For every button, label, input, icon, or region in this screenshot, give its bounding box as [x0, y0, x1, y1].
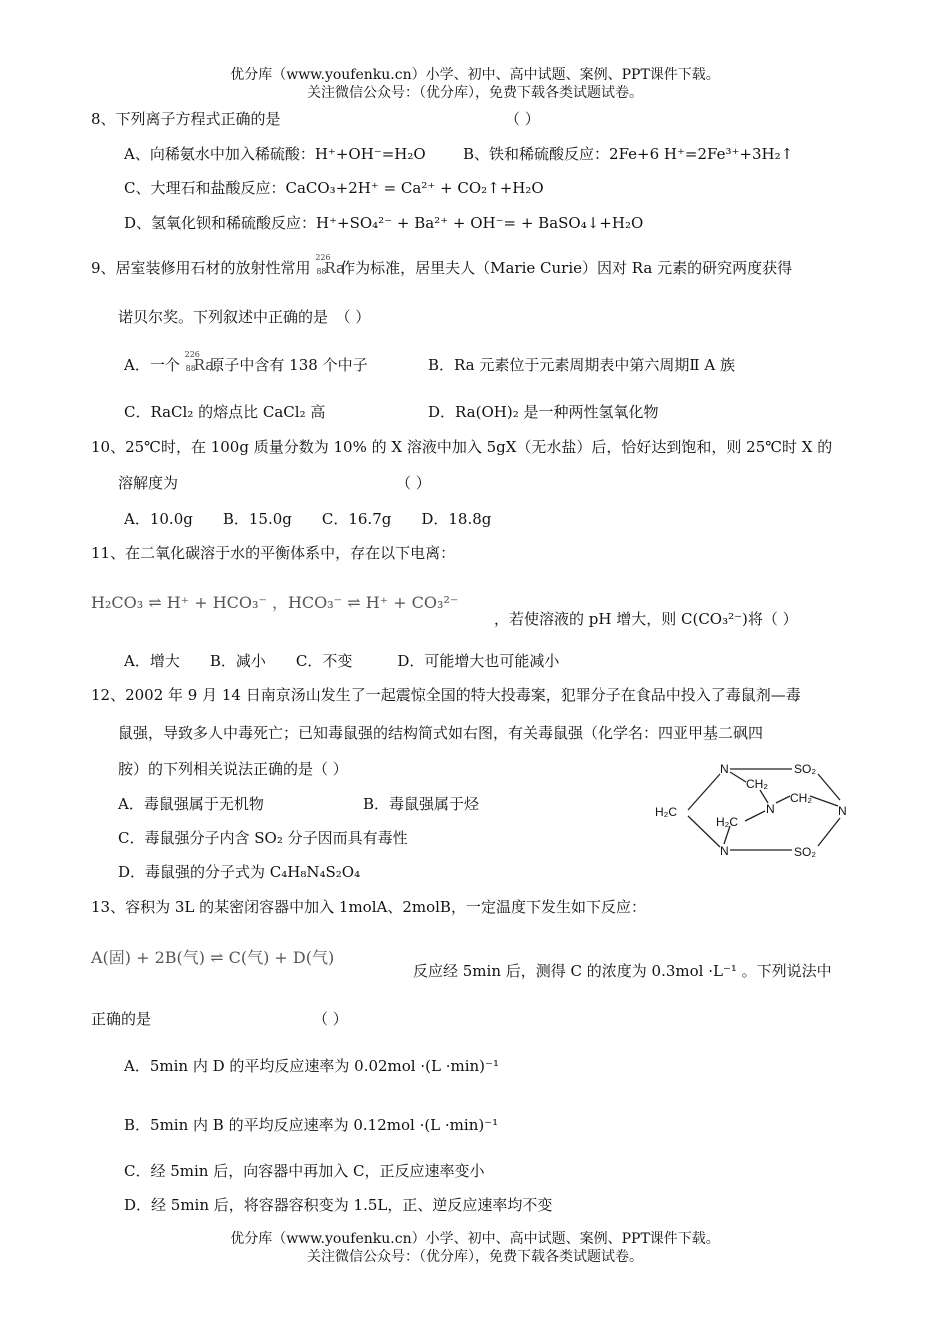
- isotope-number: 88: [185, 364, 196, 373]
- q9-option-a: [124, 350, 368, 375]
- q9-stem-post: 作为标准，居里夫人（Marie Curie）因对 Ra 元素的研究两度获得: [340, 259, 793, 277]
- q12-option-c: C．毒鼠强分子内含 SO₂ 分子因而具有毒性: [118, 829, 408, 847]
- footer-line-2: 关注微信公众号：（优分库），免费下载各类试题试卷。: [307, 1249, 643, 1265]
- q11-stem: 11、在二氧化碳溶于水的平衡体系中，存在以下电离：: [91, 544, 456, 562]
- q9-stem: [91, 253, 793, 278]
- isotope-symbol: Ra: [324, 259, 345, 277]
- struct-n-mid: N: [766, 802, 775, 816]
- bond-upper-left: [688, 774, 720, 810]
- header-line-1: 优分库（www.youfenku.cn）小学、初中、高中试题、案例、PPT课件下载。: [230, 67, 720, 83]
- isotope-number: 88: [316, 267, 327, 276]
- q12-stem: 12、2002 年 9 月 14 日南京汤山发生了一起震惊全国的特大投毒案，犯罪分子在食品中投入了毒鼠剂—毒: [91, 686, 801, 704]
- q10-answer-paren: （ ）: [396, 474, 431, 492]
- struct-h2c-inner: H₂C: [716, 815, 738, 829]
- q13-answer-paren: （ ）: [313, 1010, 348, 1028]
- q13-option-c: C．经 5min 后，向容器中再加入 C，正反应速率变小: [124, 1162, 485, 1180]
- bond-lower-right: [818, 818, 840, 846]
- tetramine-structure-diagram: [650, 758, 860, 868]
- q8-stem: 8、下列离子方程式正确的是: [91, 110, 281, 128]
- q12-option-b: B．毒鼠强属于烃: [363, 795, 480, 813]
- footer-line-1: 优分库（www.youfenku.cn）小学、初中、高中试题、案例、PPT课件下载。: [230, 1231, 720, 1247]
- q9-option-a-post: 原子中含有 138 个中子: [209, 356, 368, 374]
- q8-option-d: D、氢氧化钡和稀硫酸反应：H⁺+SO₄²⁻ + Ba²⁺ + OH⁻= + BaSO₄↓+H₂O: [124, 214, 644, 232]
- struct-n-right: N: [838, 804, 847, 818]
- q12-stem-2: 鼠强，导致多人中毒死亡；已知毒鼠强的结构简式如右图，有关毒鼠强（化学名：四亚甲基二砜四: [118, 724, 764, 742]
- q11-tail: ，若使溶液的 pH 增大，则 C(CO₃²⁻)将（ ）: [494, 610, 798, 628]
- header-line-2: 关注微信公众号：（优分库），免费下载各类试题试卷。: [307, 85, 643, 101]
- q11-options: A．增大 B．减小 C．不变 D．可能增大也可能减小: [124, 652, 560, 670]
- q13-option-d: D．经 5min 后，将容器容积变为 1.5L，正、逆反应速率均不变: [124, 1196, 553, 1214]
- q12-option-d: D．毒鼠强的分子式为 C₄H₈N₄S₂O₄: [118, 863, 361, 881]
- q9-option-b: B．Ra 元素位于元素周期表中第六周期Ⅱ A 族: [428, 356, 735, 374]
- struct-ch2-mid: CH₂: [790, 791, 812, 805]
- q10-stem: 10、25℃时，在 100g 质量分数为 10% 的 X 溶液中加入 5gX（无水盐）后，恰好达到饱和，则 25℃时 X 的: [91, 438, 833, 456]
- struct-h2c-left: H₂C: [655, 805, 677, 819]
- bond-n-ch2: [730, 772, 746, 782]
- q8-answer-paren: （ ）: [505, 110, 540, 128]
- q9-stem-pre: 9、居室装修用石材的放射性常用: [91, 259, 311, 277]
- struct-so2-bottom: SO₂: [794, 845, 816, 859]
- q13-option-b: B．5min 内 B 的平均反应速率为 0.12mol ·(L ·min)⁻¹: [124, 1116, 499, 1134]
- ra-226-isotope: [184, 350, 215, 375]
- q8-option-b: B、铁和稀硫酸反应：2Fe+6 H⁺=2Fe³⁺+3H₂↑: [463, 145, 794, 163]
- q13-equation: A(固) + 2B(气) ⇌ C(气) + D(气): [91, 948, 335, 967]
- q13-tail: 反应经 5min 后，测得 C 的浓度为 0.3mol ·L⁻¹ 。下列说法中: [413, 962, 832, 980]
- q13-stem-2: 正确的是: [91, 1010, 152, 1028]
- isotope-symbol: Ra: [193, 356, 215, 374]
- isotope-mass: 226: [315, 253, 331, 262]
- bond-h2c-n: [745, 811, 765, 821]
- q9-stem-2: 诺贝尔奖。下列叙述中正确的是 （ ）: [118, 308, 371, 326]
- isotope-mass: 226: [184, 350, 200, 359]
- q9-option-d: D．Ra(OH)₂ 是一种两性氢氧化物: [428, 403, 659, 421]
- struct-ch2-top: CH₂: [746, 777, 768, 791]
- q9-option-c: C．RaCl₂ 的熔点比 CaCl₂ 高: [124, 403, 326, 421]
- bond-n-ch2-mid: [776, 796, 790, 803]
- q12-option-a: A．毒鼠强属于无机物: [118, 795, 264, 813]
- q13-option-a: A．5min 内 D 的平均反应速率为 0.02mol ·(L ·min)⁻¹: [124, 1057, 499, 1075]
- ra-226-isotope: [315, 253, 345, 278]
- bond-ch2-nright: [810, 796, 838, 806]
- struct-n-bottom: N: [720, 844, 729, 858]
- q11-equation: H₂CO₃ ⇌ H⁺ + HCO₃⁻ ，HCO₃⁻ ⇌ H⁺ + CO₃²⁻: [91, 593, 459, 612]
- q10-options: A．10.0g B．15.0g C．16.7g D．18.8g: [124, 510, 492, 528]
- q8-option-a: A、向稀氨水中加入稀硫酸：H⁺+OH⁻=H₂O: [124, 145, 426, 163]
- q13-stem: 13、容积为 3L 的某密闭容器中加入 1molA、2molB，一定温度下发生如下反应：: [91, 898, 646, 916]
- struct-so2-top: SO₂: [794, 762, 816, 776]
- bond-upper-right: [818, 774, 840, 800]
- q9-option-a-pre: A．一个: [124, 356, 180, 374]
- q10-stem-2: 溶解度为: [118, 474, 179, 492]
- struct-n-top: N: [720, 762, 729, 776]
- q12-stem-3: 胺）的下列相关说法正确的是（ ）: [118, 760, 348, 778]
- q8-option-c: C、大理石和盐酸反应：CaCO₃+2H⁺ = Ca²⁺ + CO₂↑+H₂O: [124, 179, 544, 197]
